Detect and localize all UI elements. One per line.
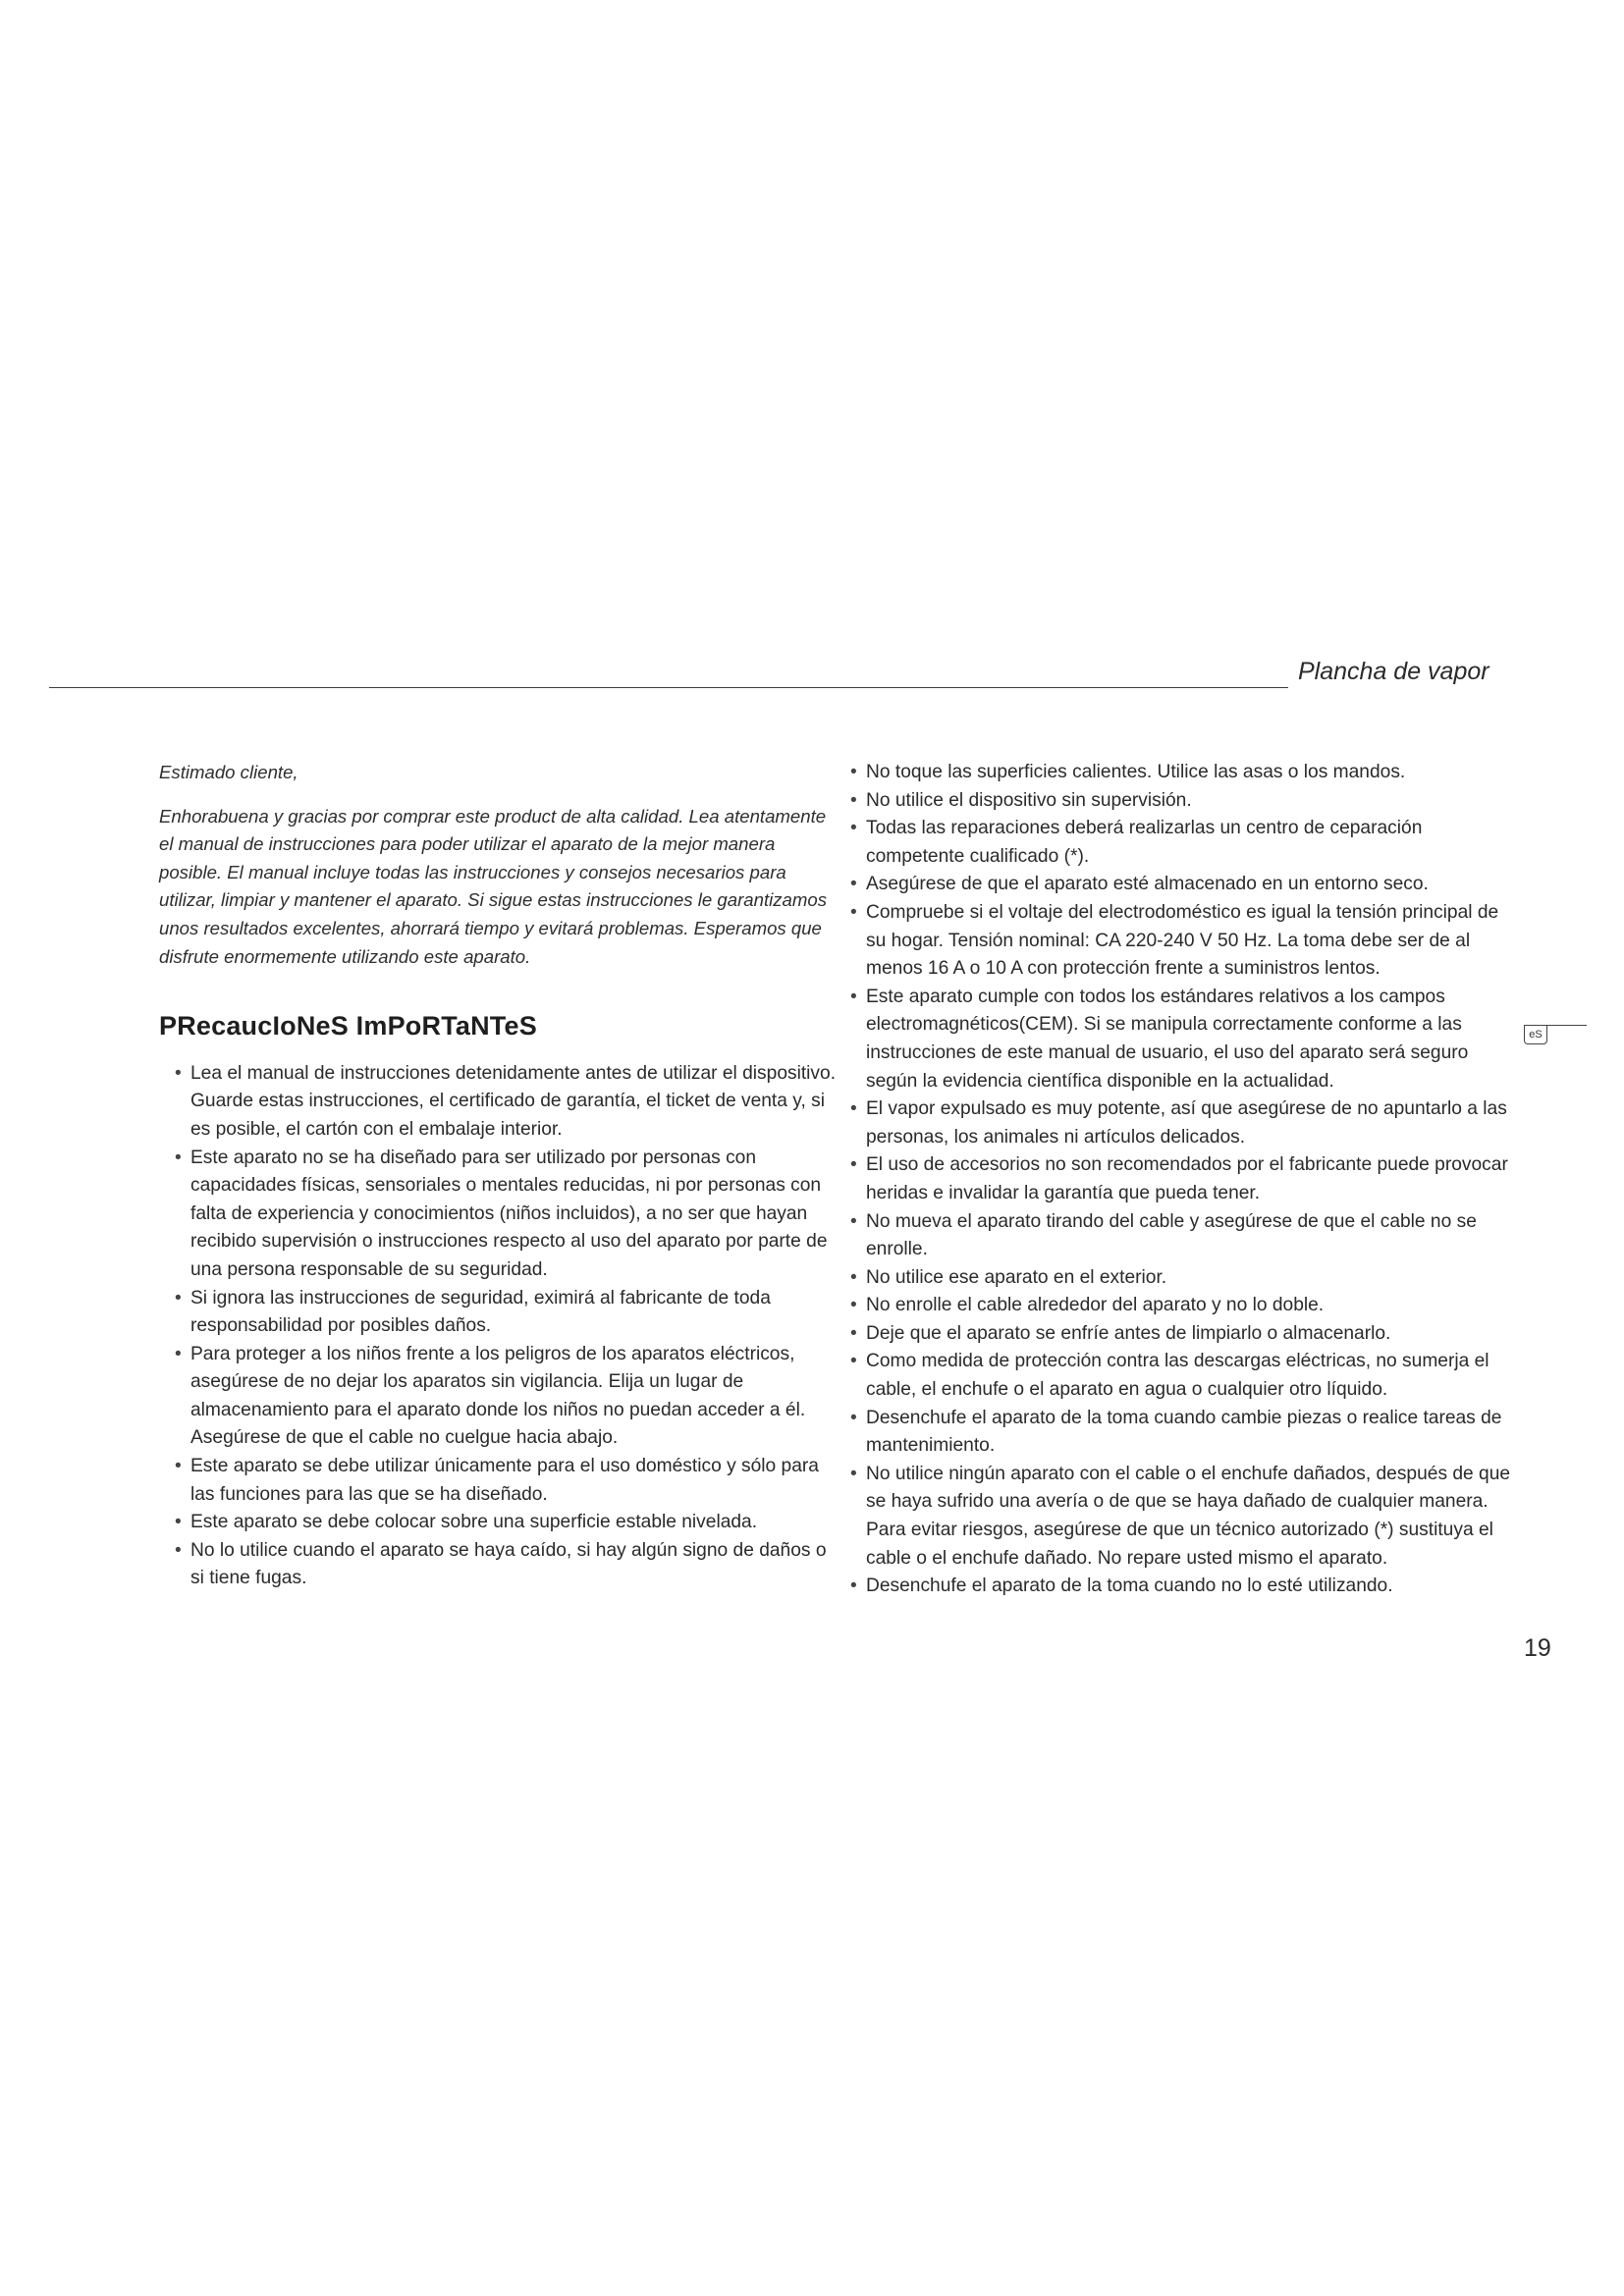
list-item: • No utilice el dispositivo sin supervisión. [835, 787, 1512, 816]
list-item: • No utilice ese aparato en el exterior. [835, 1264, 1512, 1293]
list-item: • El uso de accesorios no son recomendados por el fabricante puede provocar heridas e invalidar la garantía que pueda tener. [835, 1151, 1512, 1207]
page-header-title: Plancha de vapor [1298, 658, 1489, 685]
list-item: • Este aparato no se ha diseñado para ser utilizado por personas con capacidades físicas, sensoriales o mentales reducidas, ni por personas con falta de experiencia y conocimientos (niños incluidos), a no ser que hayan recibido supervisión o instrucciones respecto al uso del aparato por parte de una persona responsable de su seguridad. [159, 1145, 837, 1285]
header-rule [49, 687, 1288, 688]
list-item: • Desenchufe el aparato de la toma cuando cambie piezas o realice tareas de mantenimiento. [835, 1405, 1512, 1461]
section-heading: PRecaucIoNeS ImPoRTaNTeS [159, 1011, 537, 1041]
intro [159, 759, 837, 971]
language-tab-label: eS [1524, 1025, 1547, 1044]
list-item: • El vapor expulsado es muy potente, así que asegúrese de no apuntarlo a las personas, los animales ni artículos delicados. [835, 1095, 1512, 1151]
list-item: • Asegúrese de que el aparato esté almacenado en un entorno seco. [835, 871, 1512, 899]
list-item: • Para proteger a los niños frente a los peligros de los aparatos eléctricos, asegúrese de no dejar los aparatos sin vigilancia. Elija un lugar de almacenamiento para el aparato donde los niños no puedan acceder a él. Asegúrese de que el cable no cuelgue hacia abajo. [159, 1341, 837, 1453]
list-item: • No lo utilice cuando el aparato se haya caído, si hay algún signo de daños o si tiene fugas. [159, 1537, 837, 1593]
intro-body: Enhorabuena y gracias por comprar este product de alta calidad. Lea atentamente el manual de instrucciones para poder utilizar el aparato de la mejor manera posible. El manual incluye todas las instrucciones y consejos necesarios para utilizar, limpiar y mantener el aparato. Si sigue estas instrucciones le garantizamos unos resultados excelentes, ahorrará tiempo y evitará problemas. Esperamos que disfrute enormemente utilizando este aparato. [159, 805, 828, 967]
intro-greeting: Estimado cliente, [159, 762, 298, 782]
left-bullet-list [159, 1060, 837, 1593]
list-item: • Todas las reparaciones deberá realizarlas un centro de ceparación competente cualificado (*). [835, 815, 1512, 871]
list-item: • Este aparato se debe utilizar únicamente para el uso doméstico y sólo para las funciones para las que se ha diseñado. [159, 1453, 837, 1509]
list-item: • Compruebe si el voltaje del electrodoméstico es igual la tensión principal de su hogar. Tensión nominal: CA 220-240 V 50 Hz. La toma debe ser de al menos 16 A o 10 A con protección frente a suministros lentos. [835, 899, 1512, 984]
list-item: • Como medida de protección contra las descargas eléctricas, no sumerja el cable, el enchufe o el aparato en agua o cualquier otro líquido. [835, 1348, 1512, 1404]
language-tab [1524, 1025, 1587, 1046]
list-item: • Desenchufe el aparato de la toma cuando no lo esté utilizando. [835, 1573, 1512, 1601]
list-item: • No toque las superficies calientes. Utilice las asas o los mandos. [835, 759, 1512, 787]
list-item: • No mueva el aparato tirando del cable y asegúrese de que el cable no se enrolle. [835, 1208, 1512, 1264]
page-number: 19 [1524, 1634, 1551, 1662]
list-item: • Este aparato se debe colocar sobre una superficie estable nivelada. [159, 1509, 837, 1537]
list-item: • No utilice ningún aparato con el cable o el enchufe dañados, después de que se haya sufrido una avería o de que se haya dañado de cualquier manera. Para evitar riesgos, asegúrese de que un técnico autorizado (*) sustituya el cable o el enchufe dañado. No repare usted mismo el aparato. [835, 1461, 1512, 1573]
list-item: • No enrolle el cable alrededor del aparato y no lo doble. [835, 1292, 1512, 1320]
right-column [835, 759, 1512, 1601]
list-item: • Este aparato cumple con todos los estándares relativos a los campos electromagnéticos(CEM). Si se manipula correctamente conforme a las instrucciones de este manual de usuario, el uso del aparato será seguro según la evidencia científica disponible en la actualidad. [835, 984, 1512, 1095]
list-item: • Si ignora las instrucciones de seguridad, eximirá al fabricante de toda responsabilidad por posibles daños. [159, 1285, 837, 1341]
left-column [159, 759, 837, 1593]
list-item: • Lea el manual de instrucciones detenidamente antes de utilizar el dispositivo. Guarde estas instrucciones, el certificado de garantía, el ticket de venta y, si es posible, el cartón con el embalaje interior. [159, 1060, 837, 1145]
list-item: • Deje que el aparato se enfríe antes de limpiarlo o almacenarlo. [835, 1320, 1512, 1349]
right-bullet-list [835, 759, 1512, 1601]
language-tab-line [1547, 1025, 1587, 1026]
